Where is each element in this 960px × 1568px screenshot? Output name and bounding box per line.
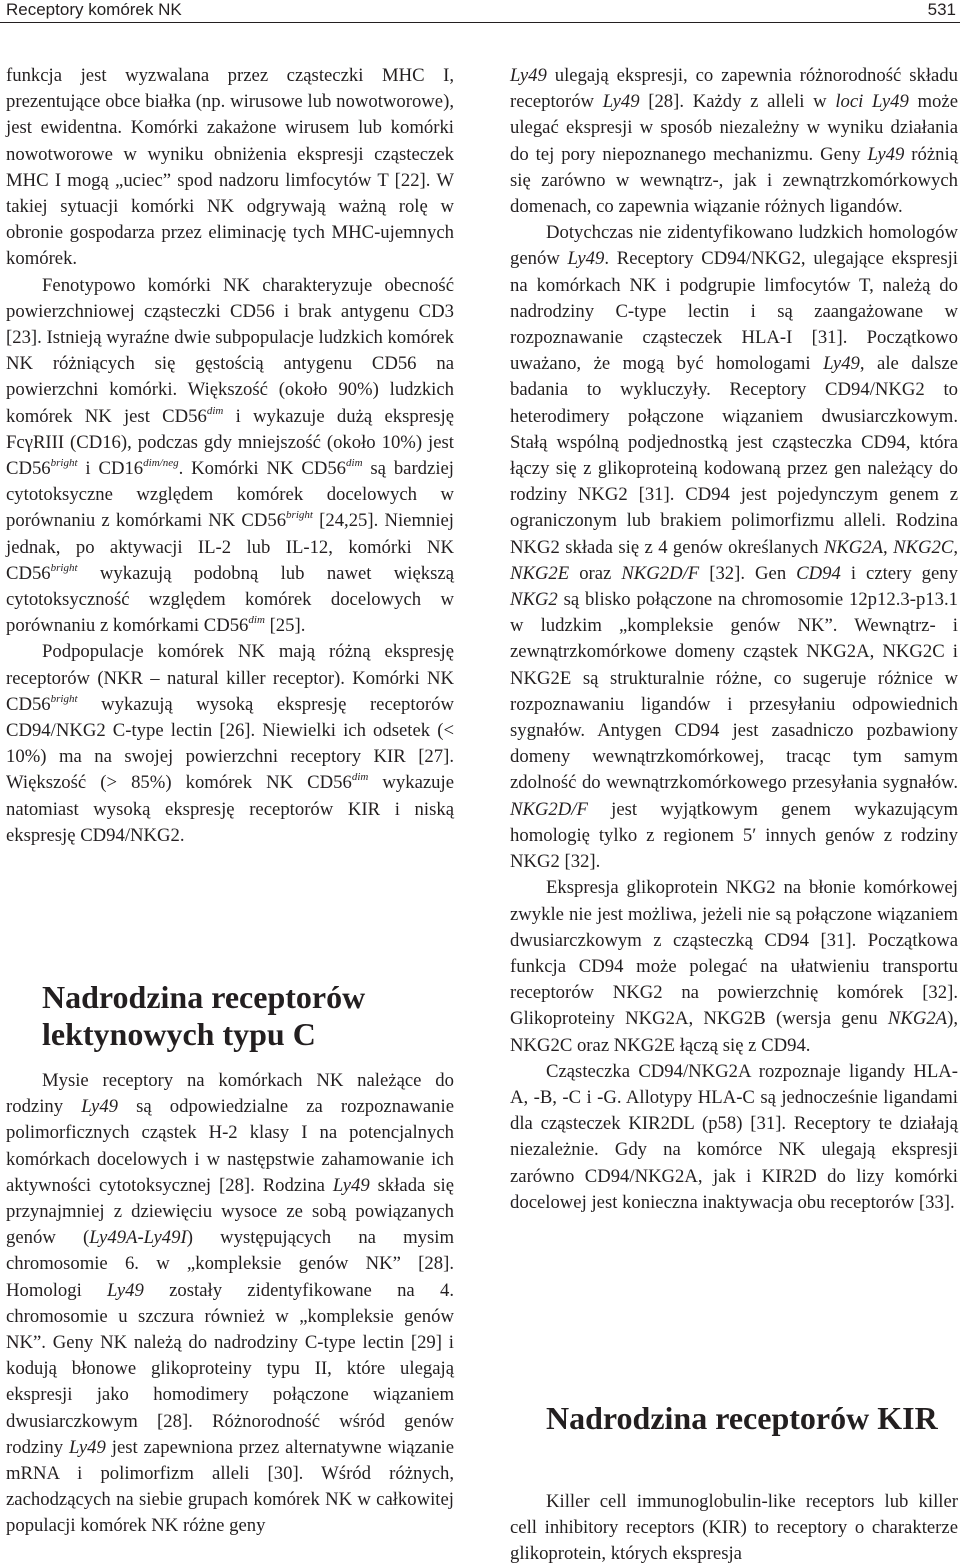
page-number: 531 [927, 0, 956, 19]
paragraph-cd94-nkg2: Dotychczas nie zidentyfikowano ludzkich homologów genów Ly49. Receptory CD94/NKG2, ulegające ekspresji na komórkach NK i podgrupie limfocytów T, należą do nadrodziny C-type lectin i są zaangażowane w rozpoznawanie cząsteczek HLA-I [31]. Początkowo uważano, że mogą być homologami Ly49, ale dalsze badania to wykluczyły. Receptory CD94/NKG2 to heterodimery połączone wiązaniem dwusiarczkowym. Stałą wspólną podjednostką jest cząsteczka CD94, która łączy się z glikoproteiną kodowaną przez gen należący do rodziny NKG2 [31]. CD94 jest pojedynczym genem z ograniczonym lub brakiem polimorfizmu alleli. Rodzina NKG2 składa się z 4 genów określanych NKG2A, NKG2C, NKG2E oraz NKG2D/F [32]. Gen CD94 i cztery geny NKG2 są blisko połączone na chromosomie 12p12.3-p13.1 w ludzkim „kompleksie genów NK”. Wewnątrz- i zewnątrzkomórkowe domeny cząstek NKG2A, NKG2C i NKG2E są strukturalnie różne, co sugeruje różnice w rozpoznawaniu ligandów i przesyłaniu odpowiednich sygnałów. Antygen CD94 jest zasadniczo pozbawiony domeny wewnątrzkomórkowej, tracąc tym samym zdolność do wewnątrzkomórkowego przesyłania sygnałów. NKG2D/F jest wyjątkowym genem wykazującym homologię tylko z regionem 5′ innych genów z rodziny NKG2 [32]. [510, 222, 959, 873]
paragraph-kir-intro: Killer cell immunoglobulin-like receptors lub killer cell inhibitory receptors (KIR) to receptory o charakterze glikoprotein, których ekspresja [510, 1491, 958, 1565]
paragraph-phenotype: Fenotypowo komórki NK charakteryzuje obecność powierzchniowej cząsteczki CD56 i brak antygenu CD3 [23]. Istnieją wyraźne dwie subpopulacje ludzkich komórek NK różniących się gęstością antygenu CD56 na powierzchni komórki. Większość (około 90%) ludzkich komórek NK jest $CD56^{dim}$ i wykazuje dużą ekspresję FcγRIII (CD16), podczas gdy mniejszość (około 10%) jest $CD56^{bright}$ i $CD16^{dim/neg}$. Komórki NK $CD56^{dim}$ są bardziej cytotoksyczne względem komórek docelowych w porównaniu z komórkami NK $CD56^{bright}$ [24,25]. Niemniej jednak, po aktywacji IL-2 lub IL-12, komórki NK $CD56^{bright}$ wykazują podobną lub nawet większą cytotoksyczność względem komórek docelowych w porównaniu z komórkami $CD56^{dim}$ [25]. [6, 274, 455, 637]
right-column [510, 63, 958, 1216]
section-heading-lectin: Nadrodzina receptorów lektynowych typu C [42, 979, 366, 1052]
paragraph-hla-ligands: Cząsteczka CD94/NKG2A rozpoznaje ligandy HLA-A, -B, -C i -G. Allotypy HLA-C są jednocześnie ligandami dla cząsteczek KIR2DL (p58) [31]. Receptory te działają niezależnie. Gdy na komórce NK ulegają ekspresji zarówno CD94/NKG2A, jak i KIR2D do lizy komórki docelowej jest konieczna inaktywacja obu receptorów [33]. [510, 1060, 958, 1213]
paragraph-nkg2-expression: Ekspresja glikoprotein NKG2 na błonie komórkowej zwykle nie jest możliwa, jeżeli nie są połączone wiązaniem dwusiarczkowym z cząsteczką CD94 [31]. Początkowa funkcja CD94 może polegać na ułatwieniu transportu receptorów NKG2 na powierzchnię komórek [32]. Glikoproteiny NKG2A, NKG2B (wersja genu NKG2A), NKG2C oraz NKG2E łączą się z CD94. [510, 877, 958, 1056]
paragraph-continued: funkcja jest wyzwalana przez cząsteczki MHC I, prezentujące obce białka (np. wirusowe lub nowotworowe), jest ewidentna. Komórki zakażone wirusem lub komórki nowotworowe w wyniku obniżenia ekspresji cząsteczek MHC I mogą „uciec” spod nadzoru limfocytów T [22]. W takiej sytuacji komórki NK odgrywają ważną rolę w obronie gospodarza przez eliminację tych MHC-ujemnych komórek. [6, 65, 454, 270]
paragraph-ly49-continued: Ly49 ulegają ekspresji, co zapewnia różnorodność składu receptorów Ly49 [28]. Każdy z alleli w loci Ly49 może ulegać ekspresji w sposób niezależny w wyniku działania do tej pory niepoznanego mechanizmu. Geny Ly49 różnią się zarówno w wewnątrz-, jak i zewnątrzkomórkowych domenach, co zapewnia wiązanie różnych ligandów. [510, 65, 958, 218]
section-heading-kir: Nadrodzina receptorów KIR [546, 1400, 938, 1436]
paragraph-subpopulations: Podpopulacje komórek NK mają różną ekspresję receptorów (NKR – natural killer receptor). Komórki NK $CD56^{bright}$ wykazują wysoką ekspresję receptorów CD94/NKG2 C-type lectin [26]. Niewielki ich odsetek (< 10%) ma na swojej powierzchni receptory KIR [27]. Większość (> 85%) komórek NK $CD56^{dim}$ wykazuje natomiast wysoką ekspresję receptorów KIR i niską ekspresję CD94/NKG2. [6, 641, 454, 846]
running-head-title: Receptory komórek NK [6, 0, 182, 19]
running-header [0, 0, 960, 23]
paragraph-ly49: Mysie receptory na komórkach NK należące do rodziny Ly49 są odpowiedzialne za rozpoznawanie polimorficznych cząstek H-2 klasy I na potencjalnych komórkach docelowych i w następstwie zahamowanie ich aktywności cytotoksycznej [28]. Rodzina Ly49 składa się przynajmniej z dziewięciu wysoce ze sobą powiązanych genów (Ly49A-Ly49I) występujących na mysim chromosomie 6. w „kompleksie genów NK” [28]. Homologi Ly49 zostały zidentyfikowane na 4. chromosomie u szczura również w „kompleksie genów NK”. Geny NK należą do nadrodziny C-type lectin [29] i kodują błonowe glikoproteiny typu II, które ulegają ekspresji jako homodimery połączone wiązaniem dwusiarczkowym [28]. Różnorodność wśród genów rodziny Ly49 jest zapewniona przez alternatywne wiązanie mRNA i polimorfizm alleli [30]. Wśród różnych, zachodzących na siebie grupach komórek NK w całkowitej populacji komórek NK różne geny [6, 1070, 455, 1537]
left-column-lower [6, 1068, 454, 1540]
right-column-lower [510, 1489, 958, 1568]
left-column [6, 63, 454, 849]
